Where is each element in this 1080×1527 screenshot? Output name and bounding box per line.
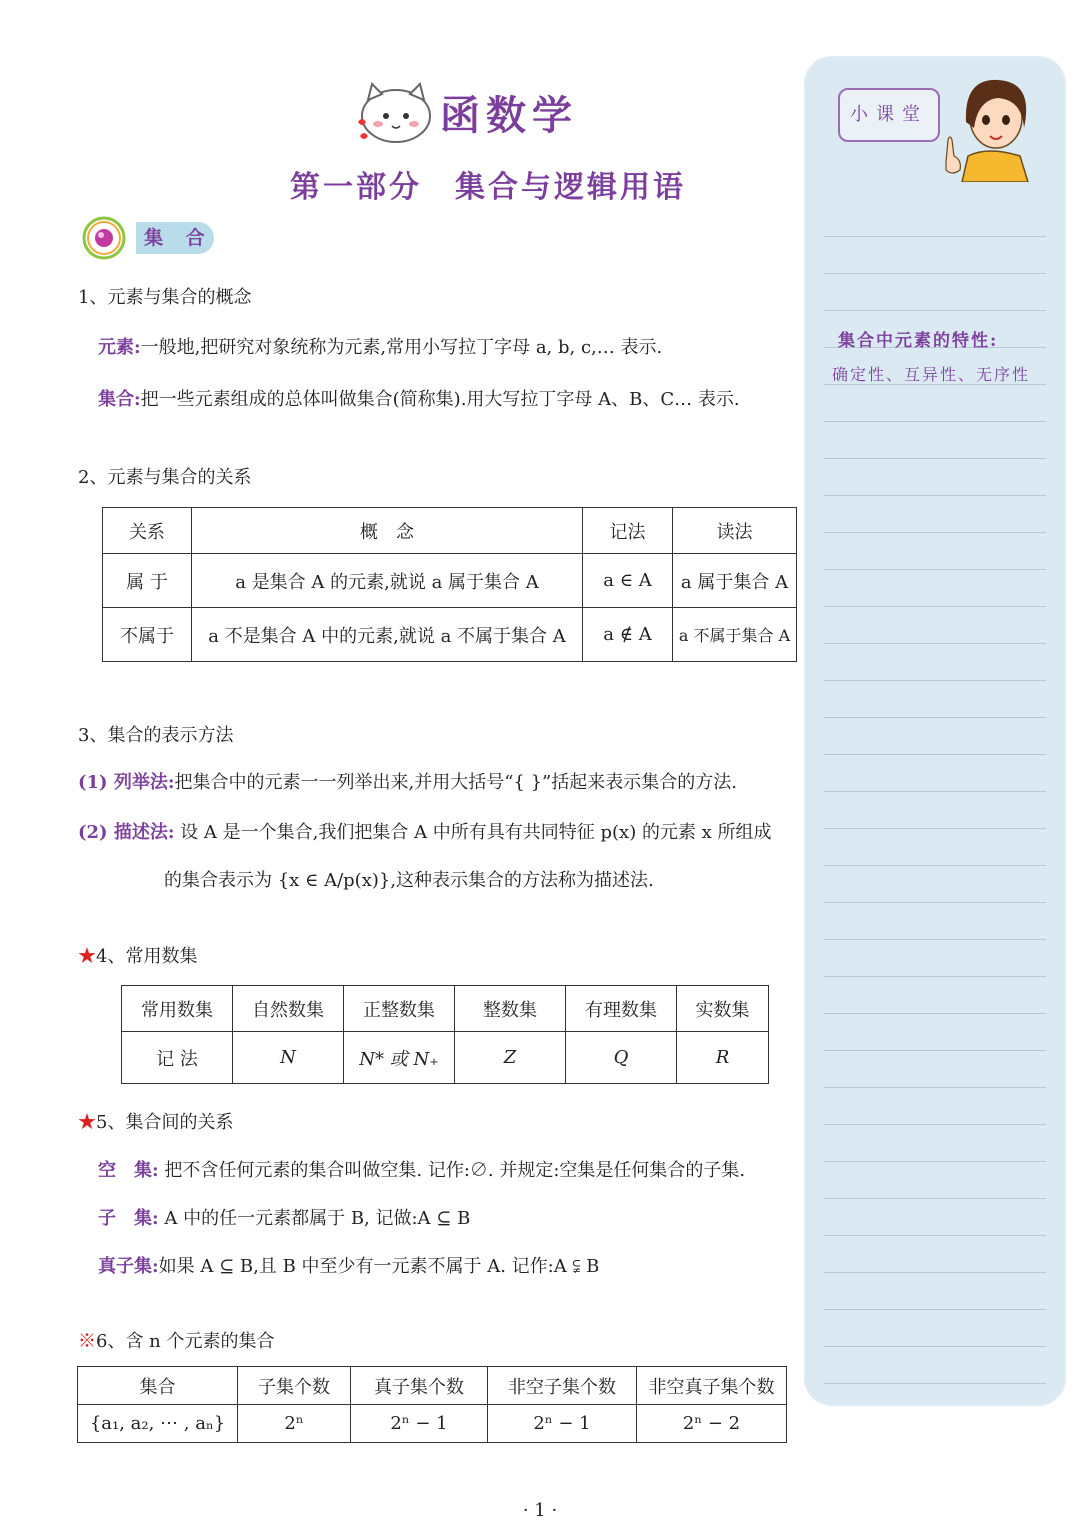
table-header-cell: 记法 — [583, 508, 673, 554]
proper-text: 如果 A ⊆ B,且 B 中至少有一元素不属于 A. 记作:A ⫋ B — [158, 1256, 600, 1277]
subset-definition — [98, 1204, 470, 1230]
teacher-avatar-icon — [938, 70, 1038, 182]
table-header-cell: 子集个数 — [238, 1367, 351, 1405]
section5-title: 5、集合间的关系 — [96, 1112, 234, 1133]
table-header-cell: 实数集 — [677, 986, 769, 1032]
table-cell: 2ⁿ — [238, 1405, 351, 1443]
note-line — [824, 1013, 1046, 1014]
section-ball-icon — [82, 216, 126, 260]
table-cell: 2ⁿ − 2 — [637, 1405, 787, 1443]
table-header-row — [78, 1367, 787, 1405]
table-cell: Z — [455, 1032, 566, 1084]
empty-label: 空 集: — [98, 1160, 159, 1181]
note-line — [824, 236, 1046, 237]
section6-title: 6、含 n 个元素的集合 — [96, 1331, 275, 1352]
section5-heading — [78, 1108, 233, 1134]
section4-title: 4、常用数集 — [96, 946, 198, 967]
note-line — [824, 1272, 1046, 1273]
list-label: (1) 列举法: — [78, 772, 175, 793]
description-method — [78, 818, 772, 844]
note-line — [824, 273, 1046, 274]
proper-label: 真子集: — [98, 1256, 159, 1277]
table-cell: a ∉ A — [583, 608, 673, 662]
relation-table — [102, 507, 797, 662]
class-badge: 小课堂 — [838, 88, 940, 142]
table-cell: N — [233, 1032, 344, 1084]
table-cell: a 是集合 A 的元素,就说 a 属于集合 A — [192, 554, 583, 608]
table-cell: a 属于集合 A — [673, 554, 797, 608]
table-header-cell: 集合 — [78, 1367, 238, 1405]
note-title: 集合中元素的特性: — [838, 331, 999, 351]
note-line — [824, 1087, 1046, 1088]
note-line — [824, 939, 1046, 940]
table-cell: 记 法 — [122, 1032, 233, 1084]
note-line — [824, 976, 1046, 977]
note-line — [824, 717, 1046, 718]
desc-label: (2) 描述法: — [78, 822, 175, 843]
table-header-cell: 有理数集 — [566, 986, 677, 1032]
note-line — [824, 680, 1046, 681]
empty-text: 把不含任何元素的集合叫做空集. 记作:∅. 并规定:空集是任何集合的子集. — [158, 1160, 746, 1181]
section1-heading: 1、元素与集合的概念 — [78, 287, 252, 308]
note-mark-icon: ※ — [78, 1331, 96, 1352]
table-header-cell: 非空真子集个数 — [637, 1367, 787, 1405]
note-line — [824, 902, 1046, 903]
note-body: 确定性、互异性、无序性 — [832, 365, 1031, 384]
desc-text-line2: 的集合表示为 {x ∈ A/p(x)},这种表示集合的方法称为描述法. — [164, 870, 654, 891]
table-row — [103, 554, 797, 608]
note-line — [824, 310, 1046, 311]
note-line — [824, 754, 1046, 755]
table-header-row — [103, 508, 797, 554]
note-line — [824, 532, 1046, 533]
note-line — [824, 1309, 1046, 1310]
table-header-cell: 整数集 — [455, 986, 566, 1032]
star-icon: ★ — [78, 946, 96, 967]
table-cell: 2ⁿ − 1 — [488, 1405, 637, 1443]
table-cell: a ∈ A — [583, 554, 673, 608]
note-line — [824, 1198, 1046, 1199]
subset-label: 子 集: — [98, 1208, 159, 1229]
table-header-cell: 读法 — [673, 508, 797, 554]
table-cell: 属 于 — [103, 554, 192, 608]
table-row — [122, 1032, 769, 1084]
note-line — [824, 606, 1046, 607]
table-cell: a 不属于集合 A — [673, 608, 797, 662]
enumeration-method — [78, 768, 737, 794]
element-text: 一般地,把研究对象统称为元素,常用小写拉丁字母 a, b, c,… 表示. — [140, 337, 663, 358]
note-line — [824, 791, 1046, 792]
note-line — [824, 458, 1046, 459]
table-header-row — [122, 986, 769, 1032]
list-text: 把集合中的元素一一列举出来,并用大括号“{ }”括起来表示集合的方法. — [174, 772, 737, 793]
note-line — [824, 1383, 1046, 1384]
table-header-cell: 概 念 — [192, 508, 583, 554]
star-icon: ★ — [78, 1112, 96, 1133]
proper-subset-definition — [98, 1252, 599, 1278]
part-title: 第一部分 集合与逻辑用语 — [290, 170, 686, 205]
set-definition — [98, 385, 740, 411]
note-line — [824, 828, 1046, 829]
notes-sidebar — [804, 56, 1066, 1406]
table-cell: 不属于 — [103, 608, 192, 662]
table-cell: a 不是集合 A 中的元素,就说 a 不属于集合 A — [192, 608, 583, 662]
number-sets-table — [121, 985, 769, 1084]
table-header-cell: 正整数集 — [344, 986, 455, 1032]
note-line — [824, 1346, 1046, 1347]
table-row — [103, 608, 797, 662]
note-line — [824, 865, 1046, 866]
set-label: 集合: — [98, 389, 141, 410]
note-line — [824, 421, 1046, 422]
page-number: · 1 · — [522, 1500, 558, 1521]
section4-heading — [78, 942, 197, 968]
table-cell: 2ⁿ − 1 — [351, 1405, 488, 1443]
section3-heading: 3、集合的表示方法 — [78, 725, 234, 746]
subset-count-table — [77, 1366, 787, 1443]
note-line — [824, 1050, 1046, 1051]
table-cell: Q — [566, 1032, 677, 1084]
section6-heading — [78, 1327, 275, 1353]
set-text: 把一些元素组成的总体叫做集合(简称集).用大写拉丁字母 A、B、C… 表示. — [140, 389, 740, 410]
table-header-cell: 真子集个数 — [351, 1367, 488, 1405]
empty-set-definition — [98, 1156, 745, 1182]
table-header-cell: 常用数集 — [122, 986, 233, 1032]
table-cell: {a₁, a₂, ⋯ , aₙ} — [78, 1405, 238, 1443]
section2-heading: 2、元素与集合的关系 — [78, 467, 252, 488]
note-line — [824, 569, 1046, 570]
element-definition — [98, 333, 662, 359]
cat-mascot-icon — [352, 76, 436, 148]
note-line — [824, 1161, 1046, 1162]
note-line — [824, 495, 1046, 496]
table-cell: R — [677, 1032, 769, 1084]
table-header-cell: 非空子集个数 — [488, 1367, 637, 1405]
table-cell: N* 或 N₊ — [344, 1032, 455, 1084]
note-line — [824, 1124, 1046, 1125]
page-title: 函数学 — [440, 92, 578, 139]
table-header-cell: 自然数集 — [233, 986, 344, 1032]
desc-text-line1: 设 A 是一个集合,我们把集合 A 中所有具有共同特征 p(x) 的元素 x 所组成 — [174, 822, 772, 843]
section-label: 集 合 — [136, 222, 214, 254]
note-line — [824, 1235, 1046, 1236]
element-label: 元素: — [98, 337, 141, 358]
table-header-cell: 关系 — [103, 508, 192, 554]
subset-text: A 中的任一元素都属于 B, 记做:A ⊆ B — [158, 1208, 471, 1229]
table-row — [78, 1405, 787, 1443]
note-line — [824, 643, 1046, 644]
